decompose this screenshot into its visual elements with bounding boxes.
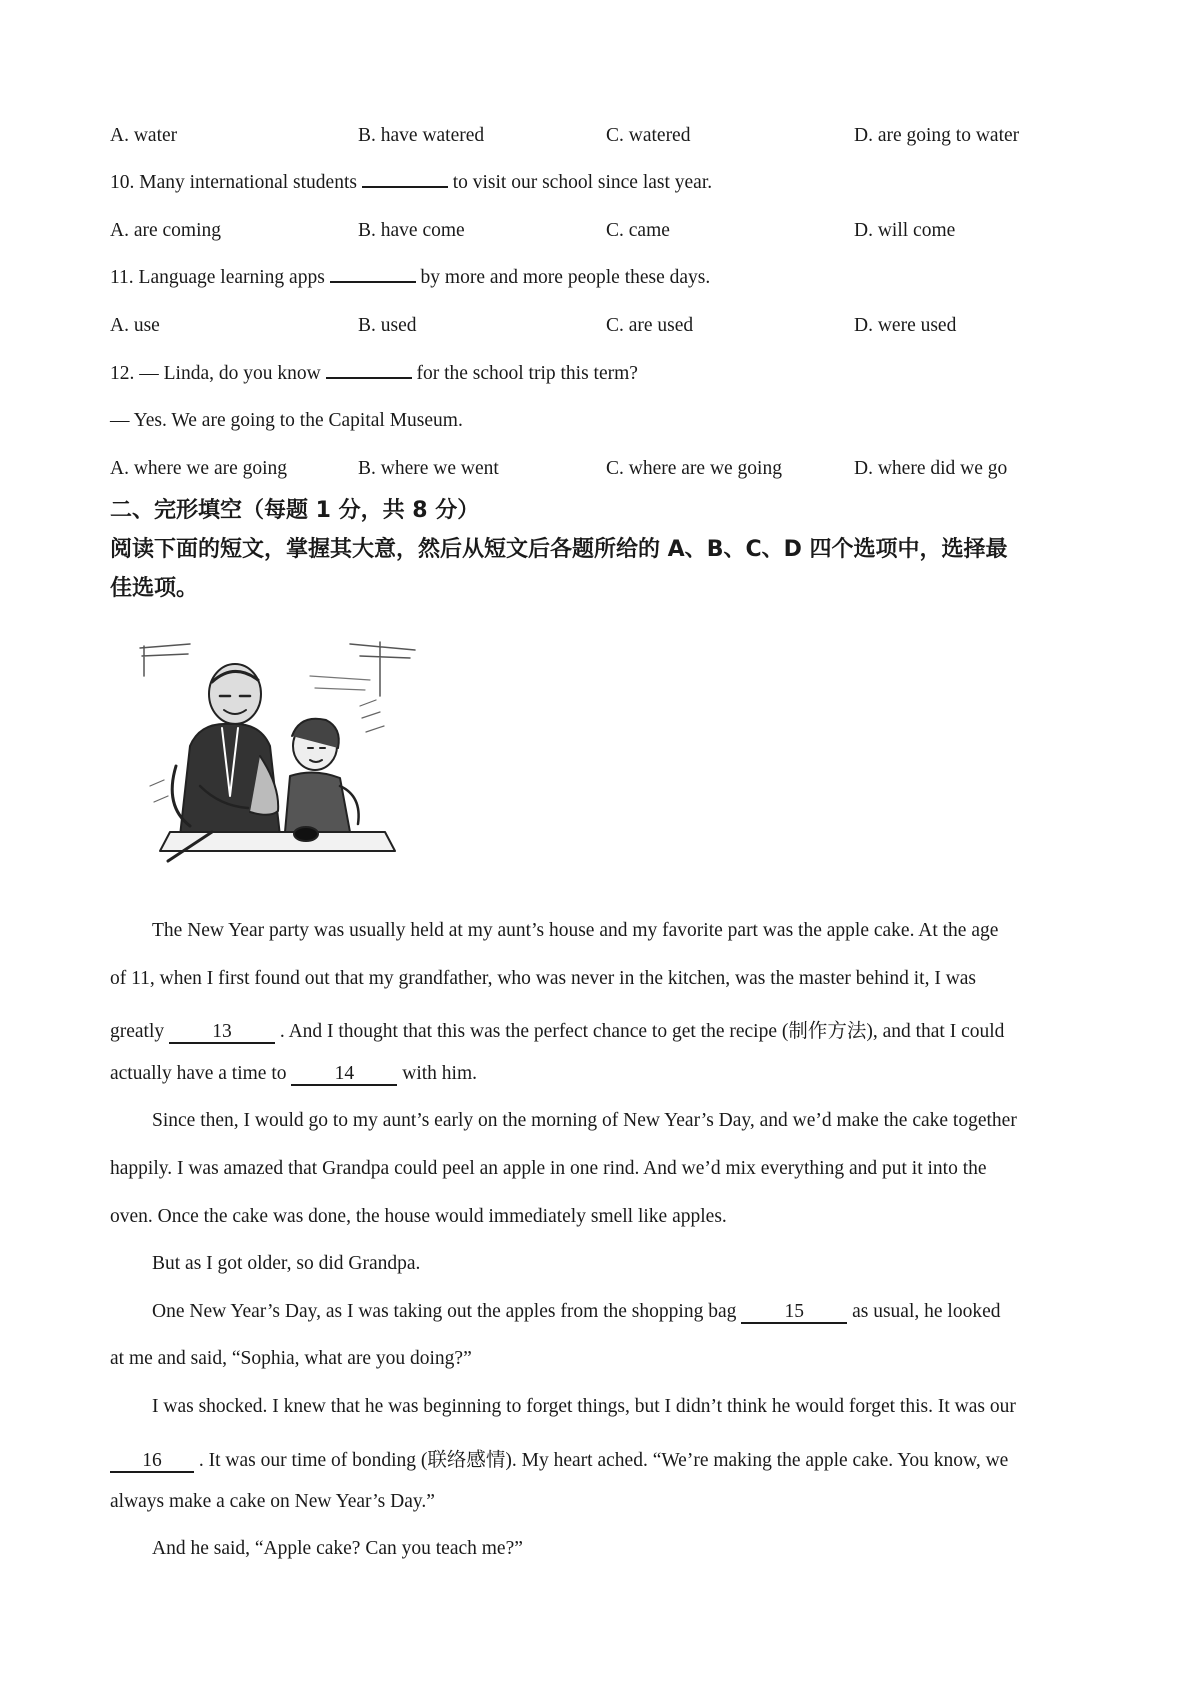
q10-stem: [110, 171, 712, 195]
passage-p4-line1-a: One New Year’s Day, as I was taking out the apples from the shopping bag: [152, 1301, 742, 1322]
q12-stem: [110, 362, 638, 386]
q9-option-c: C. watered: [606, 125, 691, 146]
passage-p5-line1: I was shocked. I knew that he was beginning to forget things, but I didn’t think he would forget this. It was our: [152, 1396, 1016, 1417]
q12-option-c: C. where are we going: [606, 458, 782, 479]
passage-p2-line3: oven. Once the cake was done, the house would immediately smell like apples.: [110, 1206, 727, 1227]
passage-p6: And he said, “Apple cake? Can you teach me?”: [152, 1538, 523, 1559]
passage-p1-line4-b: with him.: [397, 1063, 478, 1084]
passage-p5-line2: [110, 1444, 1100, 1473]
blank-15: 15: [741, 1302, 847, 1324]
q11-option-b: B. used: [358, 315, 417, 336]
passage-p1-line3-b: . And I thought that this was the perfect chance to get the recipe (制作方法), and that I could: [275, 1021, 1005, 1042]
q12-stem-after: for the school trip this term?: [411, 363, 638, 384]
q12-option-a: A. where we are going: [110, 458, 288, 479]
q12-reply: — Yes. We are going to the Capital Museum.: [110, 410, 463, 431]
section-2-title: 二、完形填空（每题 1 分，共 8 分）: [110, 498, 480, 523]
q10-stem-after: to visit our school since last year.: [447, 172, 713, 193]
passage-p2-line1: Since then, I would go to my aunt’s early on the morning of New Year’s Day, and we’d make the cake together: [152, 1110, 1017, 1131]
section-2-instruction-line2: 佳选项。: [110, 576, 199, 601]
passage-p1-line4-a: actually have a time to: [110, 1063, 292, 1084]
passage-p4-line1-b: as usual, he looked: [847, 1301, 1001, 1322]
q11-blank: [330, 281, 416, 283]
q11-stem-after: by more and more people these days.: [415, 267, 711, 288]
passage-p2-line2: happily. I was amazed that Grandpa could peel an apple in one rind. And we’d mix everything and put it into the: [110, 1158, 987, 1179]
passage-p1-line2: of 11, when I first found out that my grandfather, who was never in the kitchen, was the master behind it, I was: [110, 968, 977, 989]
q10-stem-before: 10. Many international students: [110, 172, 362, 193]
passage-p1-line3: [110, 1015, 1100, 1044]
blank-13: 13: [169, 1022, 275, 1044]
q9-option-d: D. are going to water: [854, 125, 1020, 146]
passage-p4-line2: at me and said, “Sophia, what are you doing?”: [110, 1348, 472, 1369]
q9-option-a: A. water: [110, 125, 178, 146]
q11-option-a: A. use: [110, 315, 160, 336]
q11-option-c: C. are used: [606, 315, 694, 336]
q10-option-a: A. are coming: [110, 220, 222, 241]
q10-option-b: B. have come: [358, 220, 465, 241]
q12-stem-before: 12. — Linda, do you know: [110, 363, 326, 384]
q12-option-d: D. where did we go: [854, 458, 1008, 479]
section-2-instruction-line1: 阅读下面的短文，掌握其大意，然后从短文后各题所给的 A、B、C、D 四个选项中，选择最: [110, 537, 1008, 562]
blank-14: 14: [291, 1064, 397, 1086]
q11-option-d: D. were used: [854, 315, 957, 336]
passage-p1-line1: The New Year party was usually held at my aunt’s house and my favorite part was the apple cake. At the age: [152, 920, 999, 941]
q12-option-b: B. where we went: [358, 458, 499, 479]
q9-option-b: B. have watered: [358, 125, 485, 146]
q11-stem-before: 11. Language learning apps: [110, 267, 330, 288]
blank-16: 16: [110, 1451, 194, 1473]
passage-p1-line4: [110, 1063, 1100, 1086]
passage-p3: But as I got older, so did Grandpa.: [152, 1253, 421, 1274]
q11-stem: [110, 266, 710, 290]
passage-p4-line1: [152, 1301, 1142, 1324]
passage-p5-line3: always make a cake on New Year’s Day.”: [110, 1491, 435, 1512]
q10-option-d: D. will come: [854, 220, 956, 241]
q12-blank: [326, 377, 412, 379]
q10-blank: [362, 186, 448, 188]
passage-p1-line3-a: greatly: [110, 1021, 170, 1042]
passage-p5-line2-b: . It was our time of bonding (联络感情). My heart ached. “We’re making the apple cake. You know, we: [194, 1450, 1009, 1471]
q10-option-c: C. came: [606, 220, 670, 241]
grandpa-and-girl-illustration: [130, 636, 420, 868]
